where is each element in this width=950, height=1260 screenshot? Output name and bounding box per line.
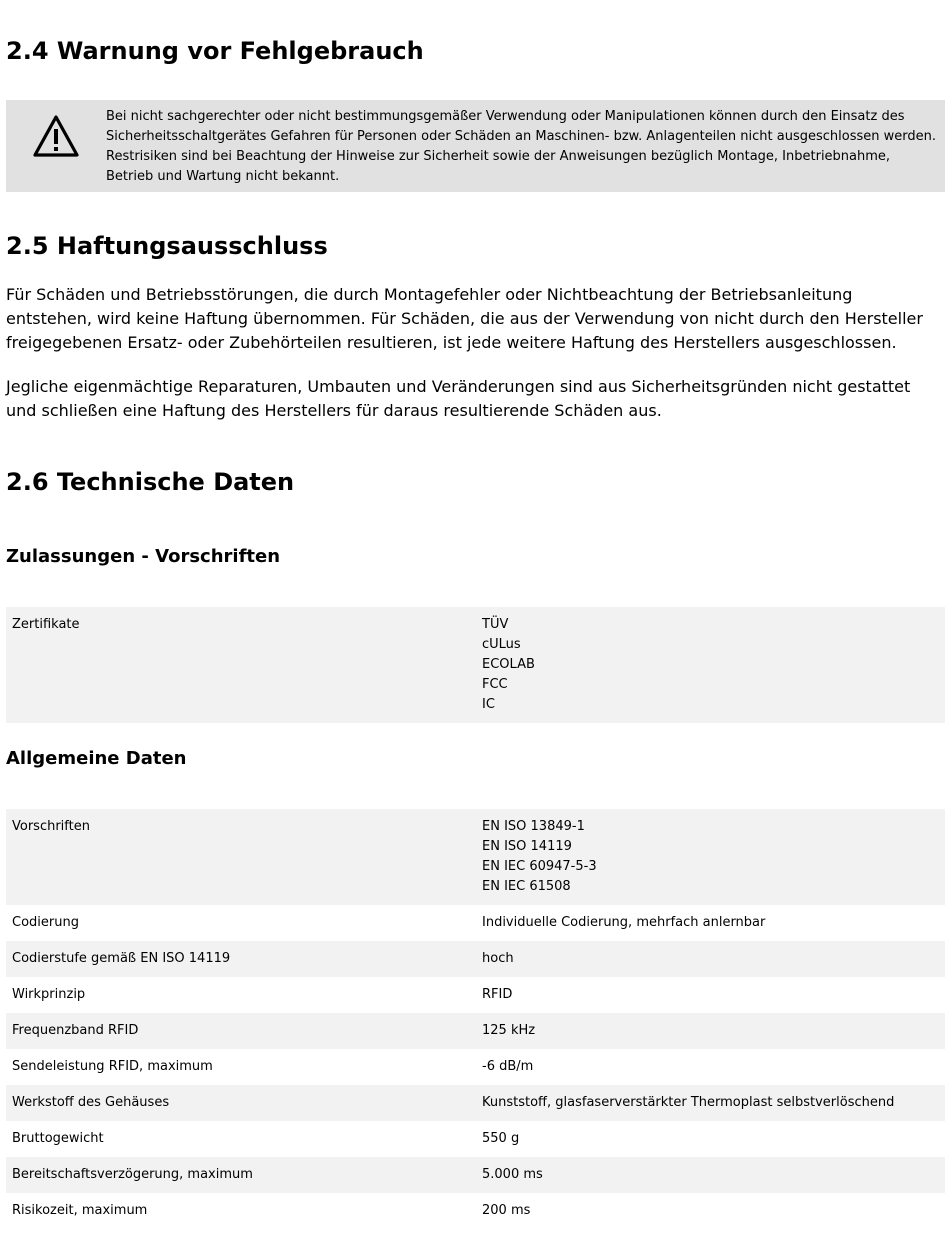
spec-value-line: RFID <box>482 987 513 1002</box>
heading-approvals: Zulassungen - Vorschriften <box>6 546 281 567</box>
spec-value-line: EN ISO 14119 <box>482 839 572 854</box>
spec-value-line: 5.000 ms <box>482 1167 543 1182</box>
table-row <box>6 941 945 977</box>
spec-label: Codierstufe gemäß EN ISO 14119 <box>6 941 476 977</box>
table-row <box>6 809 945 905</box>
spec-value <box>476 1157 945 1193</box>
spec-value-line: hoch <box>482 951 514 966</box>
spec-value-line: IC <box>482 697 495 712</box>
spec-value-line: ECOLAB <box>482 657 535 672</box>
warning-text: Bei nicht sachgerechter oder nicht bestimmungsgemäßer Verwendung oder Manipulationen können durch den Einsatz des Sicherheitsschaltgerätes Gefahren für Personen oder Schäden an Maschinen- bzw. Anlagenteilen nicht ausgeschlossen werden. Restrisiken sind bei Beachtung der Hinweise zur Sicherheit sowie der Anweisungen bezüglich Montage, Inbetriebnahme, Betrieb und Wartung nicht bekannt. <box>106 109 936 184</box>
spec-label: Frequenzband RFID <box>6 1013 476 1049</box>
spec-value-line: 550 g <box>482 1131 520 1146</box>
table-row <box>6 905 945 941</box>
spec-value-line: 200 ms <box>482 1203 531 1218</box>
spec-value-line: TÜV <box>482 617 509 632</box>
spec-value-line: EN IEC 60947-5-3 <box>482 859 597 874</box>
spec-value <box>476 977 945 1013</box>
spec-value <box>476 905 945 941</box>
spec-label: Bruttogewicht <box>12 1131 104 1146</box>
spec-value-line: cULus <box>482 637 521 652</box>
table-row <box>6 1049 945 1085</box>
liability-paragraph-2: Jegliche eigenmächtige Reparaturen, Umbauten und Veränderungen sind aus Sicherheitsgründen nicht gestattet und schließen eine Haftung des Herstellers für daraus resultierende Schäden aus. <box>6 377 911 420</box>
liability-paragraph-1: Für Schäden und Betriebsstörungen, die durch Montagefehler oder Nichtbeachtung der Betriebsanleitung entstehen, wird keine Haftung übernommen. Für Schäden, die aus der Verwendung von nicht durch den Hersteller freigegebenen Ersatz- oder Zubehörteilen resultieren, ist jede weitere Haftung des Herstellers ausgeschlossen. <box>6 285 923 352</box>
warning-triangle-icon <box>32 114 80 158</box>
table-row <box>6 1193 945 1229</box>
spec-value <box>476 1085 945 1121</box>
spec-value <box>476 809 945 905</box>
heading-general-data: Allgemeine Daten <box>6 748 187 769</box>
spec-label: Wirkprinzip <box>12 987 86 1002</box>
spec-label: Zertifikate <box>6 607 476 723</box>
spec-value <box>476 607 945 723</box>
heading-liability: 2.5 Haftungsausschluss <box>6 232 328 260</box>
table-row <box>6 1157 945 1193</box>
spec-label: Vorschriften <box>6 809 476 905</box>
spec-label: Codierung <box>12 915 79 930</box>
spec-value-line: Individuelle Codierung, mehrfach anlernbar <box>482 915 766 930</box>
spec-label: Bereitschaftsverzögerung, maximum <box>6 1157 476 1193</box>
spec-value <box>476 1049 945 1085</box>
heading-technical-data: 2.6 Technische Daten <box>6 468 295 496</box>
spec-value-line: Kunststoff, glasfaserverstärkter Thermoplast selbstverlöschend <box>482 1095 895 1110</box>
spec-value-line: 125 kHz <box>482 1023 536 1038</box>
spec-value <box>476 941 945 977</box>
spec-value <box>476 1121 945 1157</box>
spec-label: Risikozeit, maximum <box>12 1203 148 1218</box>
spec-value <box>476 1193 945 1229</box>
spec-value-line: EN ISO 13849-1 <box>482 819 585 834</box>
table-row <box>6 1085 945 1121</box>
table-row <box>6 1121 945 1157</box>
heading-warning: 2.4 Warnung vor Fehlgebrauch <box>6 37 424 65</box>
spec-value-line: EN IEC 61508 <box>482 879 571 894</box>
general-data-table <box>6 809 945 1229</box>
spec-label: Sendeleistung RFID, maximum <box>12 1059 213 1074</box>
table-row <box>6 1013 945 1049</box>
table-row <box>6 977 945 1013</box>
approvals-table <box>6 607 945 723</box>
spec-value-line: -6 dB/m <box>482 1059 534 1074</box>
spec-value-line: FCC <box>482 677 508 692</box>
table-row <box>6 607 945 723</box>
warning-box <box>6 100 945 192</box>
spec-label: Werkstoff des Gehäuses <box>6 1085 476 1121</box>
spec-value <box>476 1013 945 1049</box>
